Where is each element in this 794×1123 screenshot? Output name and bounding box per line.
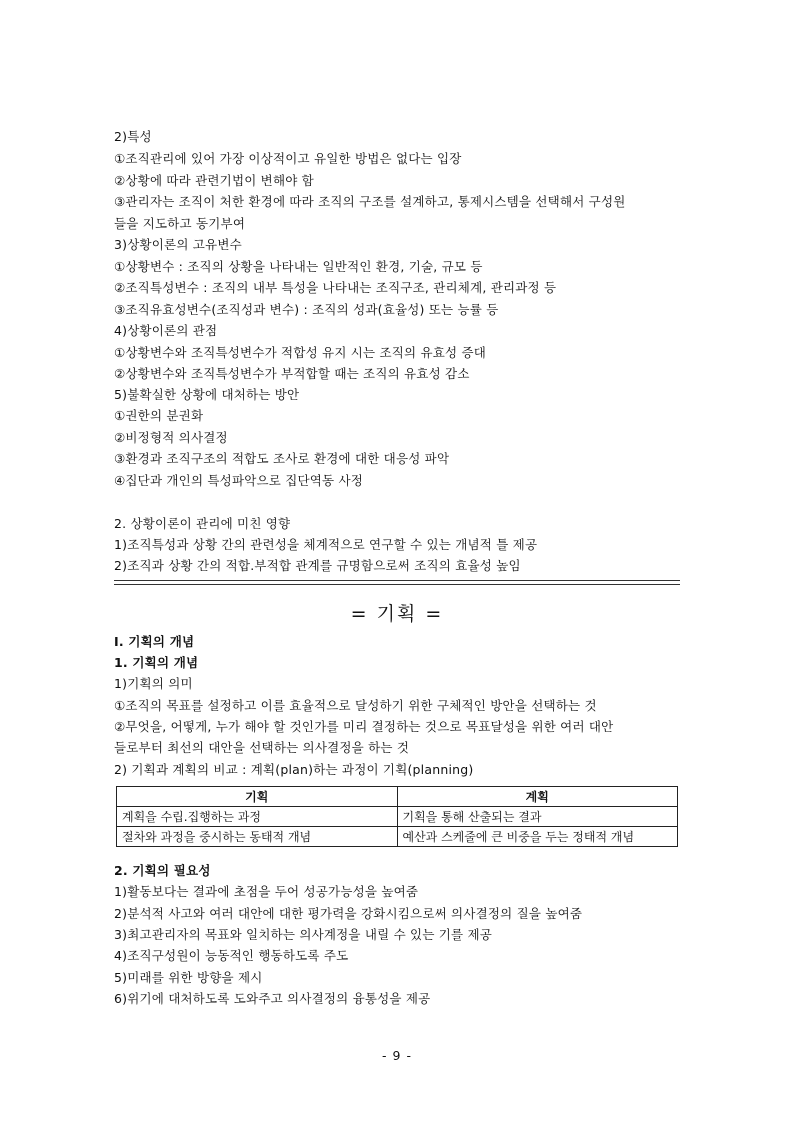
text-line: 3)최고관리자의 목표와 일치하는 의사계정을 내릴 수 있는 기를 제공	[114, 927, 493, 942]
table-cell: 절차와 과정을 중시하는 동태적 개념	[117, 827, 398, 847]
text-line: ②조직특성변수 : 조직의 내부 특성을 나타내는 조직구조, 관리체계, 관리과정 등	[114, 280, 557, 295]
text-line: 들로부터 최선의 대안을 선택하는 의사결정을 하는 것	[114, 740, 410, 755]
text-line: ③관리자는 조직이 처한 환경에 따라 조직의 구조를 설계하고, 통제시스템을 선택해서 구성원	[114, 194, 626, 209]
text-line: ①조직의 목표를 설정하고 이를 효율적으로 달성하기 위한 구체적인 방안을 선택하는 것	[114, 698, 597, 713]
text-line: ③조직유효성변수(조직성과 변수) : 조직의 성과(효율성) 또는 능률 등	[114, 302, 499, 317]
page-number: - 9 -	[382, 1048, 412, 1063]
table-header: 계획	[397, 787, 678, 807]
table-header-row	[117, 787, 678, 807]
text-line: 4)상황이론의 관점	[114, 323, 218, 338]
text-line: 1)기획의 의미	[114, 676, 193, 691]
text-line: ②무엇을, 어떻게, 누가 해야 할 것인가를 미리 결정하는 것으로 목표달성을 위한 여러 대안	[114, 719, 614, 734]
text-line: ①상황변수 : 조직의 상황을 나타내는 일반적인 환경, 기술, 규모 등	[114, 259, 483, 274]
table-header: 기획	[117, 787, 398, 807]
text-line: ②상황에 따라 관련기법이 변해야 함	[114, 173, 314, 188]
text-line: 2) 기획과 계획의 비교 : 계획(plan)하는 과정이 기획(planning)	[114, 762, 474, 777]
table-row	[117, 807, 678, 827]
section-heading: 1. 기획의 개념	[114, 655, 199, 670]
text-line: 4)조직구성원이 능동적인 행동하도록 주도	[114, 948, 349, 963]
text-line: 3)상황이론의 고유변수	[114, 237, 242, 252]
text-line: 6)위기에 대처하도록 도와주고 의사결정의 융통성을 제공	[114, 991, 431, 1006]
text-line: ①상황변수와 조직특성변수가 적합성 유지 시는 조직의 유효성 증대	[114, 345, 487, 360]
section-heading: 2. 상황이론이 관리에 미친 영향	[114, 516, 291, 531]
table-row	[117, 827, 678, 847]
text-line: ②비정형적 의사결정	[114, 430, 228, 445]
table-cell: 계획을 수립.집행하는 과정	[117, 807, 398, 827]
chapter-title: = 기획 =	[350, 603, 444, 625]
text-line: ①권한의 분권화	[114, 408, 204, 423]
text-line: ④집단과 개인의 특성파악으로 집단역동 사정	[114, 473, 364, 488]
text-line: 1)활동보다는 결과에 초점을 두어 성공가능성을 높여줌	[114, 884, 419, 899]
text-line: 1)조직특성과 상황 간의 관련성을 체계적으로 연구할 수 있는 개념적 틀 제공	[114, 537, 538, 552]
text-line: 2)분석적 사고와 여러 대안에 대한 평가력을 강화시킴으로써 의사결정의 질을 높여줌	[114, 906, 583, 921]
section-heading: 2. 기획의 필요성	[114, 863, 211, 878]
text-line: ②상황변수와 조직특성변수가 부적합할 때는 조직의 유효성 감소	[114, 366, 470, 381]
text-line: 2)조직과 상황 간의 적합.부적합 관계를 규명함으로써 조직의 효율성 높임	[114, 558, 521, 573]
text-line: 들을 지도하고 동기부여	[114, 216, 246, 231]
comparison-table	[116, 786, 678, 847]
roman-heading: Ⅰ. 기획의 개념	[114, 634, 195, 649]
table-cell: 예산과 스케줄에 큰 비중을 두는 정태적 개념	[397, 827, 678, 847]
text-line: 2)특성	[114, 129, 152, 144]
text-line: ③환경과 조직구조의 적합도 조사로 환경에 대한 대응성 파악	[114, 451, 450, 466]
table-cell: 기획을 통해 산출되는 결과	[397, 807, 678, 827]
text-line: 5)불확실한 상황에 대처하는 방안	[114, 387, 300, 402]
text-line: ①조직관리에 있어 가장 이상적이고 유일한 방법은 없다는 입장	[114, 151, 462, 166]
double-divider	[114, 580, 680, 585]
text-line: 5)미래를 위한 방향을 제시	[114, 970, 263, 985]
